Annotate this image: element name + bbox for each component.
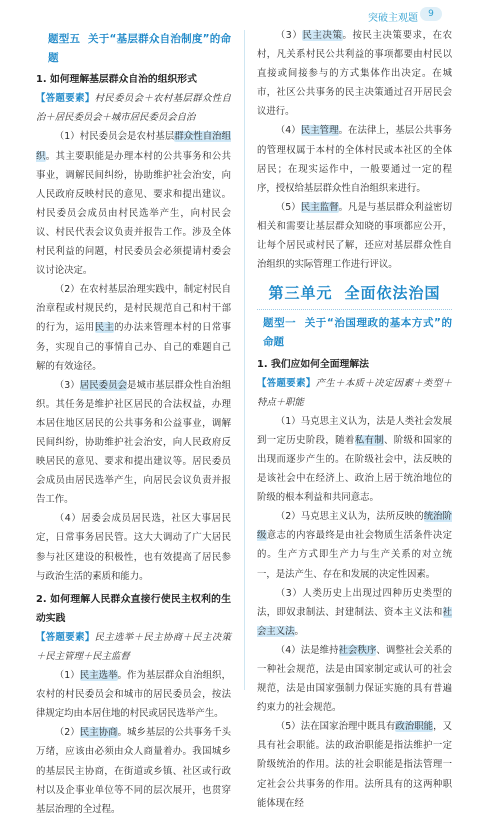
highlight-term: 民主管理: [300, 125, 339, 137]
highlight-term: 民主监督: [300, 201, 339, 213]
paragraph: （5）民主监督。凡是与基层群众利益密切相关和需要让基层群众知晓的事项都应公开，让每个居民或村民了解，还应对基层群众性自治组织的实际管理工作进行评议。: [257, 201, 452, 271]
answer-elements: [257, 374, 452, 412]
highlight-term: 私有制: [354, 434, 384, 446]
right-column: [257, 26, 452, 813]
question-title: 2. 如何理解人民群众直接行使民主权利的生动实践: [36, 593, 231, 624]
highlight-term: 民主选举: [79, 670, 118, 682]
unit-label: 第三单元: [268, 284, 333, 303]
topic-heading: [263, 314, 452, 352]
paragraph: （3）人类历史上出现过四种历史类型的法，即奴隶制法、封建制法、资本主义法和社会主义法。: [257, 587, 452, 637]
topic-label: 题型五: [48, 33, 81, 45]
highlight-term: 社会秩序: [338, 644, 377, 656]
paragraph: （4）法是维持社会秩序、调整社会关系的一种社会规范，法是由国家制定或认可的社会规范，法是由国家强制力保证实施的具有普遍约束力的社会规范。: [257, 644, 452, 714]
question-title: 1. 如何理解基层群众自治的组织形式: [36, 74, 197, 86]
paragraph: （2）民主协商。城乡基层的公共事务千头万绪，应该由必须由众人商量着办。我国城乡的基层民主协商，在街道或乡镇、社区或行政村以及企事业单位等不同的层次展开，也贯穿基层治理的全过程。: [36, 727, 231, 815]
running-title: 突破主观题: [368, 13, 418, 24]
answer-elements-tag: 【答题要素】: [36, 631, 95, 643]
paragraph: （2）在农村基层治理实践中，制定村民自治章程或村规民约，是村民规范自己和村干部的行为，运用民主的办法来管理本村的日常事务，实现自己的事情自己办、自己的难题自己解的有效途径。: [36, 284, 231, 372]
unit-heading: [257, 284, 452, 303]
highlight-term: 统治阶级: [257, 511, 452, 542]
paragraph: （4）居委会成员居民选，社区大事居民定，日常事务居民管。这大大调动了广大居民参与社区建设的积极性，也有效提高了居民参与政治生活的素质和能力。: [36, 513, 231, 582]
highlight-term: 民主决策: [302, 30, 343, 41]
paragraph: （3）居民委员会是城市基层群众性自治组织。其任务是维护社区居民的合法权益，办理本居住地区居民的公共事务和公益事业，调解民间纠纷，协助维护社会治安，向人民政府反映居民的意见、要求和提出建议等。居民委员会成员由居民选举产生，向居民会议负责并报告工作。: [36, 379, 231, 506]
highlight-term: 群众性自治组织: [36, 131, 231, 162]
highlight-term: 民主协商: [79, 727, 118, 739]
answer-elements: [36, 89, 231, 127]
highlight-term: 社会主义法: [257, 606, 452, 637]
paragraph: （1）村民委员会是农村基层群众性自治组织。其主要职能是办理本村的公共事务和公共事业，调解民间纠纷，协助维护社会治安，向人民政府反映村民的意见、要求和提出建议。村民委员会成员由村民选举产生，向村民会议、村民代表会议负责并报告工作。涉及全体村民利益的问题，村民委员会必须提请村委会议讨论决定。: [36, 131, 231, 277]
answer-elements-text: 村民委员会＋农村基层群众性自治＋居民委员会＋城市居民委员会自治: [36, 93, 231, 124]
unit-title-text: 全面依法治国: [344, 284, 441, 303]
dotted-divider: [257, 309, 452, 310]
answer-elements: [36, 628, 231, 666]
topic-heading: [48, 30, 231, 68]
answer-elements-text: 产生＋本质＋决定因素＋类型＋特点＋职能: [257, 377, 452, 408]
paragraph: （3）民主决策。按民主决策要求，在农村，凡关系村民公共利益的事项都要由村民以直接或间接参与的方式集体作出决定。在城市，社区公共事务的民主决策通过召开居民会议进行。: [257, 30, 452, 118]
highlight-term: 民主: [94, 322, 115, 334]
paragraph: （5）法在国家治理中既具有政治职能，又具有社会职能。法的政治职能是指法维护一定阶级统治的作用。法的社会职能是指法管理一定社会公共事务的作用。法所具有的这两种职能体现在经: [257, 721, 452, 809]
highlight-term: 居民委员会: [79, 379, 128, 391]
left-column: [36, 26, 231, 819]
topic-title-text: 关于“治国理政的基本方式”的命题: [263, 317, 452, 349]
answer-elements-tag: 【答题要素】: [257, 377, 316, 389]
paragraph: （1）民主选举。作为基层群众自治组织，农村的村民委员会和城市的居民委员会，按法律规定均由本居住地的村民或居民选举产生。: [36, 670, 231, 720]
topic-label: 题型一: [263, 317, 297, 330]
answer-elements-tag: 【答题要素】: [36, 93, 95, 105]
highlight-term: 政治职能: [395, 721, 434, 733]
column-divider: [244, 30, 245, 690]
page-number-badge: 9: [420, 7, 442, 21]
paragraph: （2）马克思主义认为，法所反映的统治阶级意志的内容最终是由社会物质生活条件决定的。生产方式即生产力与生产关系的对立统一，是法产生、存在和发展的决定性因素。: [257, 511, 452, 580]
paragraph: （1）马克思主义认为，法是人类社会发展到一定历史阶段，随着私有制、阶级和国家的出现而逐步产生的。在阶级社会中，法反映的是该社会中在经济上、政治上居于统治地位的阶级的根本利益和共同意志。: [257, 415, 452, 504]
paragraph: （4）民主管理。在法律上，基层公共事务的管理权属于本村的全体村民或本社区的全体居民；在现实运作中，一般要通过一定的程序，授权给基层群众性自治组织来进行。: [257, 125, 452, 194]
question-title: 1. 我们应如何全面理解法: [257, 358, 369, 370]
answer-elements-text: 民主选举＋民主协商＋民主决策＋民主管理＋民主监督: [36, 631, 231, 662]
topic-title-text: 关于“基层群众自治制度”的命题: [48, 33, 232, 65]
